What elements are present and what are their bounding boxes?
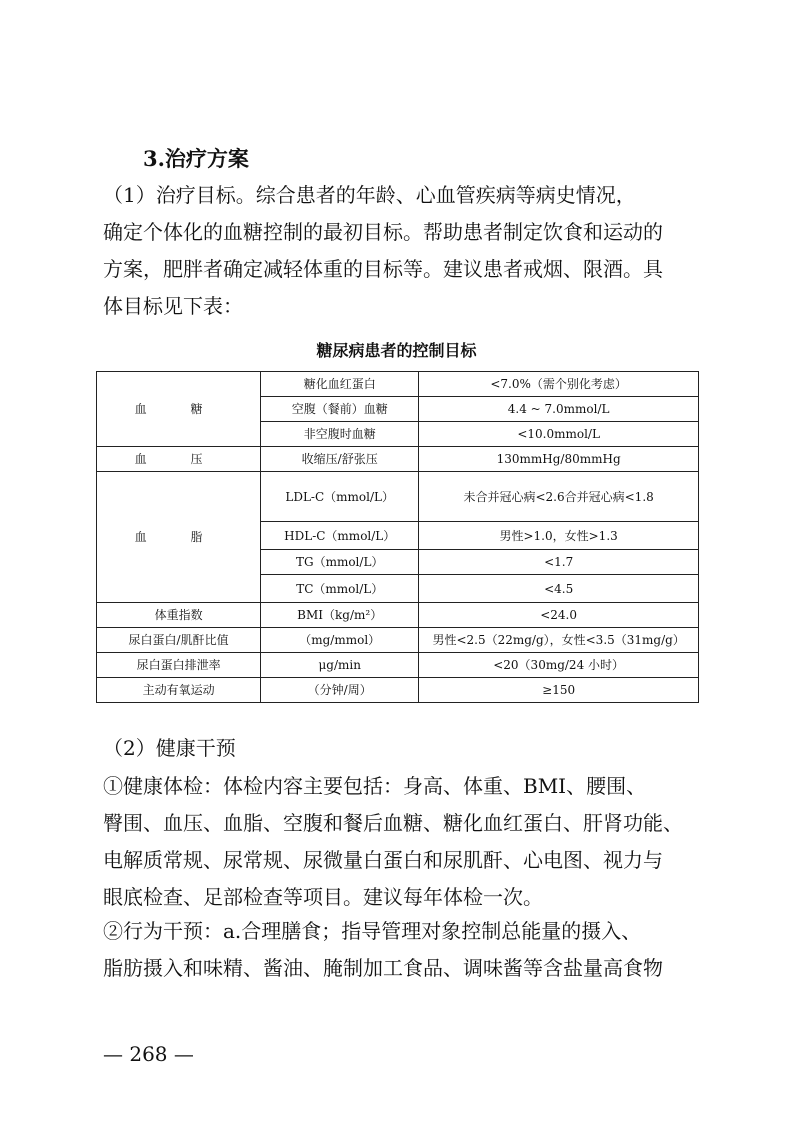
text-line: 体目标见下表：: [103, 294, 243, 318]
table-cell-target: 男性>1.0，女性>1.3: [419, 522, 699, 550]
table-cell-target: 男性<2.5（22mg/g），女性<3.5（31mg/g）: [419, 628, 699, 653]
table-cell-target: 4.4 ~ 7.0mmol/L: [419, 397, 699, 422]
table-cell-target: <24.0: [419, 603, 699, 628]
table-cell-item: （分钟/周）: [261, 678, 419, 703]
paragraph-behavior-intervention: [103, 913, 699, 987]
text-line: ②行为干预：a.合理膳食；指导管理对象控制总能量的摄入、: [103, 919, 642, 943]
table-cell-target: <1.7: [419, 550, 699, 575]
table-cell-target: ≥150: [419, 678, 699, 703]
table-cell-item: 非空腹时血糖: [261, 422, 419, 447]
text-line: 确定个体化的血糖控制的最初目标。帮助患者制定饮食和运动的: [103, 220, 663, 244]
text-line: （1）治疗目标。综合患者的年龄、心血管疾病等病史情况，: [103, 183, 636, 207]
text-line: （2）健康干预: [103, 736, 236, 760]
text-line: 方案，肥胖者确定减轻体重的目标等。建议患者戒烟、限酒。具: [103, 257, 663, 281]
text-line: 臀围、血压、血脂、空腹和餐后血糖、糖化血红蛋白、肝肾功能、: [103, 811, 683, 835]
control-targets-table: [96, 371, 699, 703]
text-line: 电解质常规、尿常规、尿微量白蛋白和尿肌酐、心电图、视力与: [103, 848, 663, 872]
group-glucose: 血 糖: [97, 372, 261, 447]
table-cell-item: BMI（kg/m²）: [261, 603, 419, 628]
table-row: [97, 372, 699, 397]
text-line: 脂肪摄入和味精、酱油、腌制加工食品、调味酱等含盐量高食物: [103, 956, 663, 980]
table-cell-item: μg/min: [261, 653, 419, 678]
table-cell-item: （mg/mmol）: [261, 628, 419, 653]
table-cell-item: TC（mmol/L）: [261, 575, 419, 603]
table-cell-item: LDL-C（mmol/L）: [261, 472, 419, 522]
table-cell-item: 糖化血红蛋白: [261, 372, 419, 397]
group-blood-pressure: 血 压: [97, 447, 261, 472]
table-cell-target: <20（30mg/24 小时）: [419, 653, 699, 678]
paragraph-treatment-goals: [103, 177, 699, 325]
table-row: [97, 628, 699, 653]
table-cell-target: 未合并冠心病<2.6合并冠心病<1.8: [419, 472, 699, 522]
table-cell-item: TG（mmol/L）: [261, 550, 419, 575]
table-row: [97, 447, 699, 472]
section-title: 3.治疗方案: [143, 146, 249, 171]
table-cell-item: HDL-C（mmol/L）: [261, 522, 419, 550]
table-cell-group: 尿白蛋白排泄率: [97, 653, 261, 678]
table-cell-group: 主动有氧运动: [97, 678, 261, 703]
table-cell-target: <10.0mmol/L: [419, 422, 699, 447]
table-cell-target: 130mmHg/80mmHg: [419, 447, 699, 472]
table-cell-target: <4.5: [419, 575, 699, 603]
table-cell-group: 尿白蛋白/肌酐比值: [97, 628, 261, 653]
table-cell-item: 空腹（餐前）血糖: [261, 397, 419, 422]
text-line: ①健康体检：体检内容主要包括：身高、体重、BMI、腰围、: [103, 774, 647, 798]
table-caption: 糖尿病患者的控制目标: [316, 341, 477, 360]
page-number: — 268 —: [103, 1042, 194, 1066]
table-cell-group: 体重指数: [97, 603, 261, 628]
table-row: [97, 472, 699, 522]
table-cell-item: 收缩压/舒张压: [261, 447, 419, 472]
table-cell-target: <7.0%（需个别化考虑）: [419, 372, 699, 397]
table-row: [97, 603, 699, 628]
table-row: [97, 653, 699, 678]
table-row: [97, 678, 699, 703]
text-line: 眼底检查、足部检查等项目。建议每年体检一次。: [103, 885, 543, 909]
paragraph-health-checkup: [103, 768, 699, 916]
group-lipid: 血 脂: [97, 472, 261, 603]
paragraph-health-intervention: [103, 730, 699, 767]
